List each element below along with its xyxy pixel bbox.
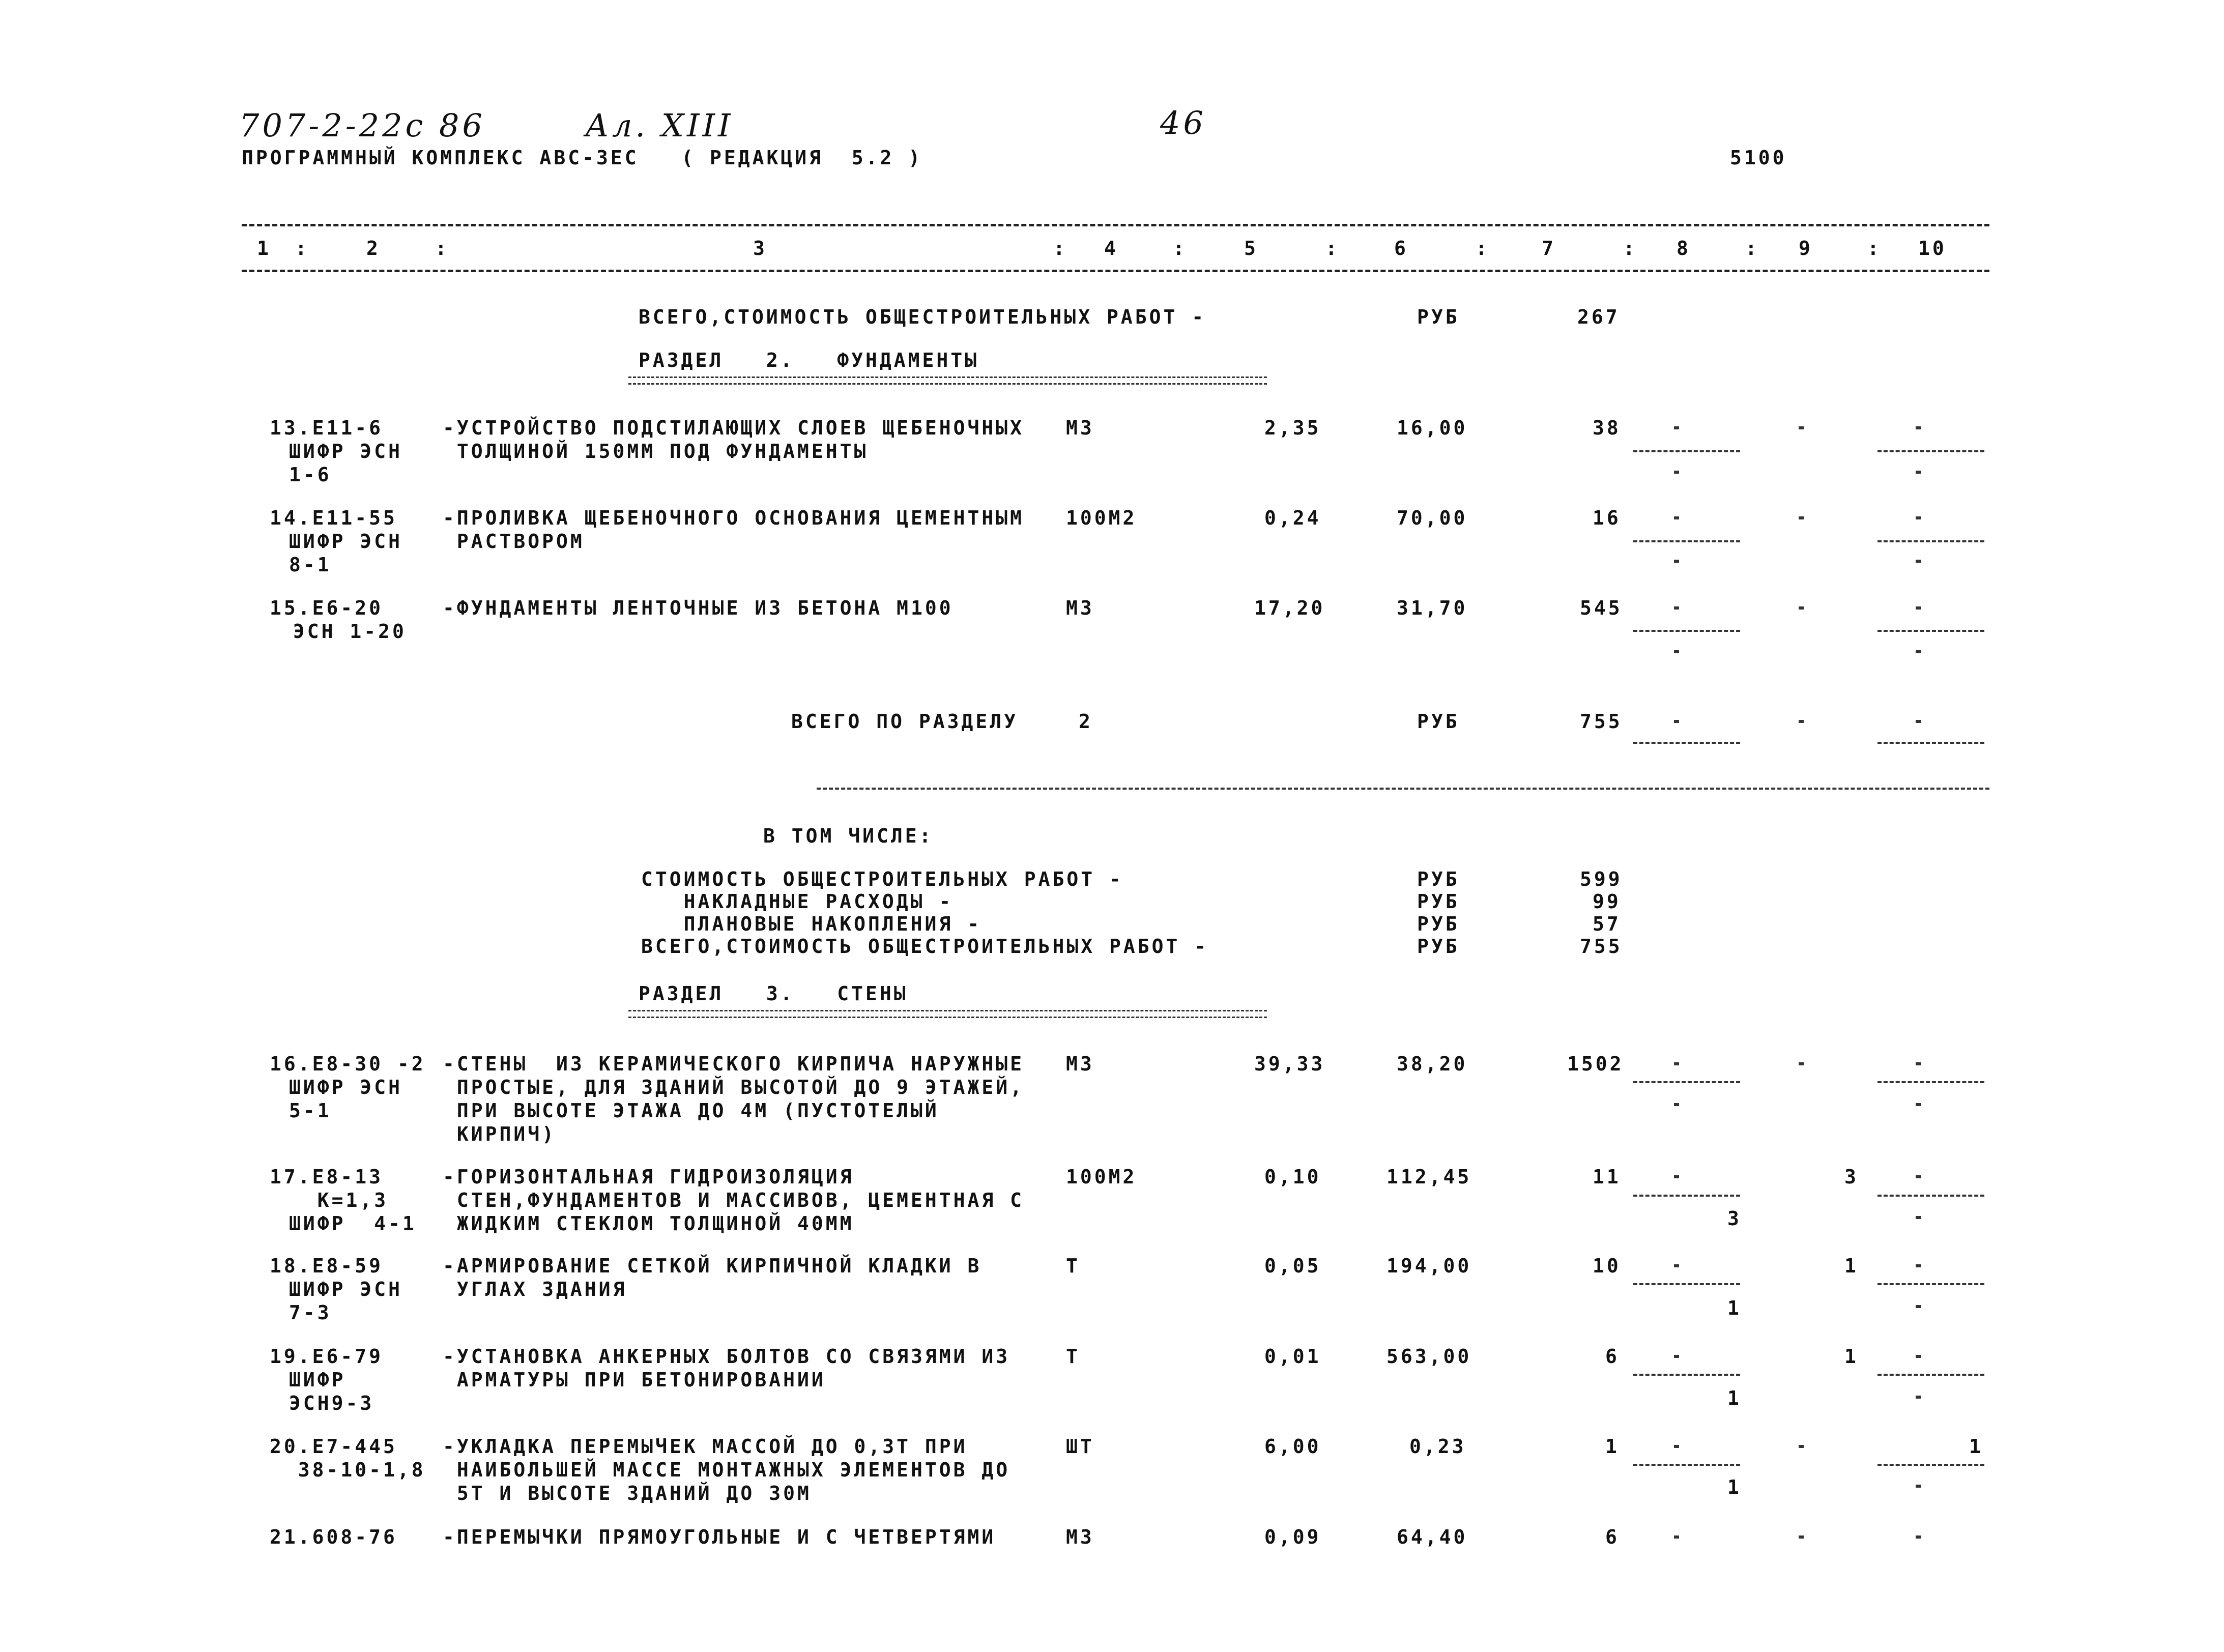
section2-total-label: ВСЕГО ПО РАЗДЕЛУ bbox=[791, 710, 1019, 733]
row20-qty: 6,00 bbox=[1264, 1435, 1321, 1458]
row16-col10-mark-below bbox=[1916, 1103, 1921, 1106]
row14-code-line2: ШИФР ЭСН bbox=[289, 530, 403, 553]
row15-qty: 17,20 bbox=[1254, 597, 1325, 619]
column-separator: : bbox=[295, 237, 309, 259]
column-header-10: 10 bbox=[1918, 237, 1947, 259]
row16-desc-line2: ПРОСТЫЕ, ДЛЯ ЗДАНИЙ ВЫСОТОЙ ДО 9 ЭТАЖЕЙ, bbox=[443, 1076, 1024, 1098]
row17-desc-line3: ЖИДКИМ СТЕКЛОМ ТОЛЩИНОЙ 40ММ bbox=[443, 1212, 854, 1235]
row20-unit: ШТ bbox=[1066, 1435, 1094, 1458]
row20-col8-rule bbox=[1633, 1464, 1740, 1466]
handwritten-album: Ал. XIII bbox=[585, 107, 734, 144]
row16-col10-rule bbox=[1878, 1081, 1984, 1083]
row20-code-line1: 20.Е7-445 bbox=[270, 1435, 397, 1458]
row16-unit: М3 bbox=[1066, 1053, 1094, 1075]
row16-col8-rule bbox=[1633, 1081, 1740, 1083]
row17-code-line3: ШИФР 4-1 bbox=[289, 1212, 417, 1235]
breakdown-line1-unit: РУБ bbox=[1417, 868, 1460, 890]
sheet-code: 5100 bbox=[1730, 147, 1787, 169]
row17-total: 11 bbox=[1593, 1166, 1621, 1188]
row14-desc-line2: РАСТВОРОМ bbox=[443, 530, 585, 553]
row19-col10-mark-below bbox=[1916, 1396, 1921, 1399]
column-separator: : bbox=[1173, 237, 1187, 259]
row16-code-line3: 5-1 bbox=[289, 1099, 332, 1122]
row19-code-line2: ШИФР bbox=[289, 1369, 346, 1391]
row20-desc-line3: 5Т И ВЫСОТЕ ЗДАНИЙ ДО 30М bbox=[443, 1482, 812, 1504]
row18-col8-mark bbox=[1674, 1264, 1679, 1267]
section2-total-col8-rule bbox=[1633, 742, 1740, 744]
column-separator: : bbox=[1867, 237, 1882, 259]
row18-col9: 1 bbox=[1844, 1255, 1859, 1277]
breakdown-line4-label: ВСЕГО,СТОИМОСТЬ ОБЩЕСТРОИТЕЛЬНЫХ РАБОТ - bbox=[641, 935, 1209, 958]
program-line: ПРОГРАММНЫЙ КОМПЛЕКС АВС-3ЕС ( РЕДАКЦИЯ 5.2 ) bbox=[242, 147, 923, 169]
row16-total: 1502 bbox=[1567, 1053, 1624, 1075]
row19-unit: Т bbox=[1066, 1345, 1080, 1368]
row17-col8-rule bbox=[1633, 1195, 1740, 1197]
row13-col8-mark-below bbox=[1674, 471, 1679, 474]
row13-code-line3: 1-6 bbox=[289, 463, 332, 486]
row20-total: 1 bbox=[1605, 1435, 1620, 1458]
row19-qty: 0,01 bbox=[1264, 1345, 1321, 1368]
row21-unit: М3 bbox=[1066, 1526, 1094, 1548]
column-header-1: 1 bbox=[257, 237, 271, 259]
row14-col8-mark-below bbox=[1674, 560, 1679, 563]
row14-total: 16 bbox=[1593, 507, 1621, 529]
row13-unit: М3 bbox=[1066, 417, 1094, 439]
row14-col10-mark-below bbox=[1916, 560, 1921, 563]
section2-total-unit: РУБ bbox=[1417, 710, 1460, 733]
row15-col8-mark-below bbox=[1674, 650, 1679, 653]
row16-code-line1: 16.Е8-30 -2 bbox=[270, 1053, 426, 1075]
row20-col10-mark-below bbox=[1916, 1485, 1921, 1488]
breakdown-line3-unit: РУБ bbox=[1417, 913, 1460, 935]
section2-title: РАЗДЕЛ 2. ФУНДАМЕНТЫ bbox=[639, 349, 979, 371]
row13-qty: 2,35 bbox=[1264, 417, 1321, 439]
row18-col10-mark-below bbox=[1916, 1305, 1921, 1308]
row13-col10-rule bbox=[1878, 450, 1984, 452]
row17-unit: 100М2 bbox=[1066, 1166, 1137, 1188]
row15-total: 545 bbox=[1580, 597, 1623, 619]
row14-col9-mark bbox=[1799, 516, 1804, 519]
row15-col8-rule bbox=[1633, 630, 1740, 632]
row21-desc-line1: -ПЕРЕМЫЧКИ ПРЯМОУГОЛЬНЫЕ И С ЧЕТВЕРТЯМИ bbox=[443, 1526, 996, 1548]
row18-code-line1: 18.Е8-59 bbox=[270, 1255, 384, 1277]
row18-qty: 0,05 bbox=[1264, 1255, 1321, 1277]
page-number: 46 bbox=[1160, 104, 1206, 141]
row17-code-line1: 17.Е8-13 bbox=[270, 1166, 384, 1188]
row20-col8-below: 1 bbox=[1727, 1476, 1742, 1498]
row16-desc-line4: КИРПИЧ) bbox=[443, 1123, 557, 1145]
row15-col8-mark bbox=[1674, 606, 1679, 610]
row17-col8-below: 3 bbox=[1727, 1207, 1742, 1230]
row15-col10-mark-below bbox=[1916, 650, 1921, 653]
row19-col8-mark bbox=[1674, 1355, 1679, 1358]
row20-col9-mark bbox=[1799, 1445, 1804, 1448]
row21-total: 6 bbox=[1605, 1526, 1620, 1548]
row16-desc-line3: ПРИ ВЫСОТЕ ЭТАЖА ДО 4М (ПУСТОТЕЛЫЙ bbox=[443, 1099, 939, 1122]
section2-total-col10-rule bbox=[1878, 742, 1984, 744]
row17-col9: 3 bbox=[1844, 1166, 1859, 1188]
row17-col10-rule bbox=[1878, 1195, 1984, 1197]
row13-col10-mark bbox=[1916, 426, 1921, 429]
row14-col10-rule bbox=[1878, 540, 1984, 542]
row16-col8-mark-below bbox=[1674, 1103, 1679, 1106]
row14-desc-line1: -ПРОЛИВКА ЩЕБЕНОЧНОГО ОСНОВАНИЯ ЦЕМЕНТНЫМ bbox=[443, 507, 1024, 529]
row18-price: 194,00 bbox=[1387, 1255, 1472, 1277]
row16-price: 38,20 bbox=[1397, 1053, 1468, 1075]
column-header-4: 4 bbox=[1104, 237, 1118, 259]
header-rule-bottom bbox=[242, 270, 1989, 272]
row17-qty: 0,10 bbox=[1264, 1166, 1321, 1188]
row18-col8-below: 1 bbox=[1727, 1297, 1742, 1319]
column-header-8: 8 bbox=[1677, 237, 1691, 259]
row14-code-line1: 14.Е11-55 bbox=[270, 507, 397, 529]
row13-desc-line1: -УСТРОЙСТВО ПОДСТИЛАЮЩИХ СЛОЕВ ЩЕБЕНОЧНЫХ bbox=[443, 417, 1024, 439]
row18-desc-line2: УГЛАХ ЗДАНИЯ bbox=[443, 1278, 627, 1300]
row14-code-line3: 8-1 bbox=[289, 554, 332, 576]
row18-col8-rule bbox=[1633, 1283, 1740, 1285]
row13-desc-line2: ТОЛЩИНОЙ 150ММ ПОД ФУНДАМЕНТЫ bbox=[443, 440, 869, 462]
row16-desc-line1: -СТЕНЫ ИЗ КЕРАМИЧЕСКОГО КИРПИЧА НАРУЖНЫЕ bbox=[443, 1053, 1024, 1075]
section2-total-col8-mark bbox=[1674, 720, 1679, 723]
row15-code-line2: ЭСН 1-20 bbox=[279, 620, 407, 643]
breakdown-heading: В ТОМ ЧИСЛЕ: bbox=[763, 825, 934, 847]
row19-desc-line2: АРМАТУРЫ ПРИ БЕТОНИРОВАНИИ bbox=[443, 1369, 826, 1391]
breakdown-line3-label: ПЛАНОВЫЕ НАКОПЛЕНИЯ - bbox=[641, 913, 982, 935]
row15-unit: М3 bbox=[1066, 597, 1094, 619]
row19-total: 6 bbox=[1605, 1345, 1620, 1368]
row21-col9-mark bbox=[1799, 1535, 1804, 1539]
row20-desc-line2: НАИБОЛЬШЕЙ МАССЕ МОНТАЖНЫХ ЭЛЕМЕНТОВ ДО bbox=[443, 1459, 1010, 1481]
column-header-3: 3 bbox=[753, 237, 767, 259]
row18-code-line2: ШИФР ЭСН bbox=[289, 1278, 403, 1300]
row20-price: 0,23 bbox=[1409, 1435, 1466, 1458]
row19-code-line3: ЭСН9-3 bbox=[289, 1392, 374, 1414]
breakdown-line4-value: 755 bbox=[1580, 935, 1623, 958]
section2-underline bbox=[628, 376, 1267, 385]
row13-code-line1: 13.Е11-6 bbox=[270, 417, 384, 439]
row14-price: 70,00 bbox=[1397, 507, 1468, 529]
column-separator: : bbox=[435, 237, 449, 259]
column-header-7: 7 bbox=[1542, 237, 1556, 259]
section2-total-rule bbox=[817, 788, 1989, 790]
row18-total: 10 bbox=[1593, 1255, 1621, 1277]
section2-total-number: 2 bbox=[1079, 710, 1093, 733]
row21-col8-mark bbox=[1674, 1535, 1679, 1539]
row18-unit: Т bbox=[1066, 1255, 1080, 1277]
column-header-6: 6 bbox=[1394, 237, 1408, 259]
column-separator: : bbox=[1476, 237, 1490, 259]
row17-col10-mark-below bbox=[1916, 1216, 1921, 1219]
breakdown-line1-value: 599 bbox=[1580, 868, 1623, 890]
row17-col10-mark bbox=[1916, 1175, 1921, 1178]
row17-price: 112,45 bbox=[1387, 1166, 1472, 1188]
summary-top-value: 267 bbox=[1577, 306, 1620, 328]
row15-col10-rule bbox=[1878, 630, 1984, 632]
row20-code-line2: 38-10-1,8 bbox=[270, 1459, 426, 1481]
section3-underline bbox=[628, 1010, 1267, 1018]
row19-col9: 1 bbox=[1844, 1345, 1859, 1368]
row14-col8-mark bbox=[1674, 516, 1679, 519]
row16-code-line2: ШИФР ЭСН bbox=[289, 1076, 403, 1098]
row21-col10-mark bbox=[1916, 1535, 1921, 1539]
column-separator: : bbox=[1325, 237, 1340, 259]
section2-total-col10-mark bbox=[1916, 720, 1921, 723]
column-header-5: 5 bbox=[1244, 237, 1258, 259]
row13-total: 38 bbox=[1593, 417, 1621, 439]
row21-code-line1: 21.608-76 bbox=[270, 1526, 397, 1548]
row20-col8-mark bbox=[1674, 1445, 1679, 1448]
column-header-2: 2 bbox=[366, 237, 381, 259]
row16-col10-mark bbox=[1916, 1062, 1921, 1065]
section2-total-col9-mark bbox=[1799, 720, 1804, 723]
row19-col8-below: 1 bbox=[1727, 1387, 1742, 1409]
column-separator: : bbox=[1053, 237, 1067, 259]
column-separator: : bbox=[1623, 237, 1637, 259]
row17-desc-line2: СТЕН,ФУНДАМЕНТОВ И МАССИВОВ, ЦЕМЕНТНАЯ С bbox=[443, 1189, 1024, 1211]
summary-top-label: ВСЕГО,СТОИМОСТЬ ОБЩЕСТРОИТЕЛЬНЫХ РАБОТ - bbox=[639, 306, 1206, 328]
row18-col10-mark bbox=[1916, 1264, 1921, 1267]
row17-code-line2: К=1,3 bbox=[289, 1189, 389, 1211]
header-rule-top bbox=[242, 224, 1989, 226]
row19-code-line1: 19.Е6-79 bbox=[270, 1345, 384, 1368]
row16-col8-mark bbox=[1674, 1062, 1679, 1065]
row15-desc-line1: -ФУНДАМЕНТЫ ЛЕНТОЧНЫЕ ИЗ БЕТОНА М100 bbox=[443, 597, 954, 619]
row18-col10-rule bbox=[1878, 1283, 1984, 1285]
row20-col10-rule bbox=[1878, 1464, 1984, 1466]
row21-qty: 0,09 bbox=[1264, 1526, 1321, 1548]
row15-col10-mark bbox=[1916, 606, 1921, 610]
row14-qty: 0,24 bbox=[1264, 507, 1321, 529]
row14-unit: 100М2 bbox=[1066, 507, 1137, 529]
breakdown-line2-label: НАКЛАДНЫЕ РАСХОДЫ - bbox=[641, 890, 954, 913]
row14-col10-mark bbox=[1916, 516, 1921, 519]
row15-col9-mark bbox=[1799, 606, 1804, 610]
row16-qty: 39,33 bbox=[1254, 1053, 1325, 1075]
row13-price: 16,00 bbox=[1397, 417, 1468, 439]
row19-price: 563,00 bbox=[1387, 1345, 1472, 1368]
row13-col9-mark bbox=[1799, 426, 1804, 429]
row19-col10-rule bbox=[1878, 1374, 1984, 1376]
row13-col8-mark bbox=[1674, 426, 1679, 429]
row19-desc-line1: -УСТАНОВКА АНКЕРНЫХ БОЛТОВ СО СВЯЗЯМИ ИЗ bbox=[443, 1345, 1010, 1368]
row14-col8-rule bbox=[1633, 540, 1740, 542]
handwritten-code: 707-2-22с 86 bbox=[239, 107, 485, 144]
breakdown-line2-value: 99 bbox=[1593, 890, 1621, 913]
row13-col10-mark-below bbox=[1916, 471, 1921, 474]
breakdown-line4-unit: РУБ bbox=[1417, 935, 1460, 958]
row20-desc-line1: -УКЛАДКА ПЕРЕМЫЧЕК МАССОЙ ДО 0,3Т ПРИ bbox=[443, 1435, 968, 1458]
column-separator: : bbox=[1745, 237, 1759, 259]
section3-title: РАЗДЕЛ 3. СТЕНЫ bbox=[639, 982, 908, 1005]
column-header-9: 9 bbox=[1799, 237, 1813, 259]
row21-price: 64,40 bbox=[1397, 1526, 1468, 1548]
row16-col9-mark bbox=[1799, 1062, 1804, 1065]
row19-col10-mark bbox=[1916, 1355, 1921, 1358]
breakdown-line1-label: СТОИМОСТЬ ОБЩЕСТРОИТЕЛЬНЫХ РАБОТ - bbox=[641, 868, 1123, 890]
summary-top-unit: РУБ bbox=[1417, 306, 1460, 328]
breakdown-line2-unit: РУБ bbox=[1417, 890, 1460, 913]
row15-code-line1: 15.Е6-20 bbox=[270, 597, 384, 619]
breakdown-line3-value: 57 bbox=[1593, 913, 1621, 935]
row13-code-line2: ШИФР ЭСН bbox=[289, 440, 403, 462]
row18-desc-line1: -АРМИРОВАНИЕ СЕТКОЙ КИРПИЧНОЙ КЛАДКИ В bbox=[443, 1255, 982, 1277]
row19-col8-rule bbox=[1633, 1374, 1740, 1376]
row18-code-line3: 7-3 bbox=[289, 1301, 332, 1324]
row17-desc-line1: -ГОРИЗОНТАЛЬНАЯ ГИДРОИЗОЛЯЦИЯ bbox=[443, 1166, 854, 1188]
row13-col8-rule bbox=[1633, 450, 1740, 452]
row15-price: 31,70 bbox=[1397, 597, 1468, 619]
row17-col8-mark bbox=[1674, 1175, 1679, 1178]
section2-total-value: 755 bbox=[1580, 710, 1623, 733]
row20-col10: 1 bbox=[1969, 1435, 1983, 1458]
